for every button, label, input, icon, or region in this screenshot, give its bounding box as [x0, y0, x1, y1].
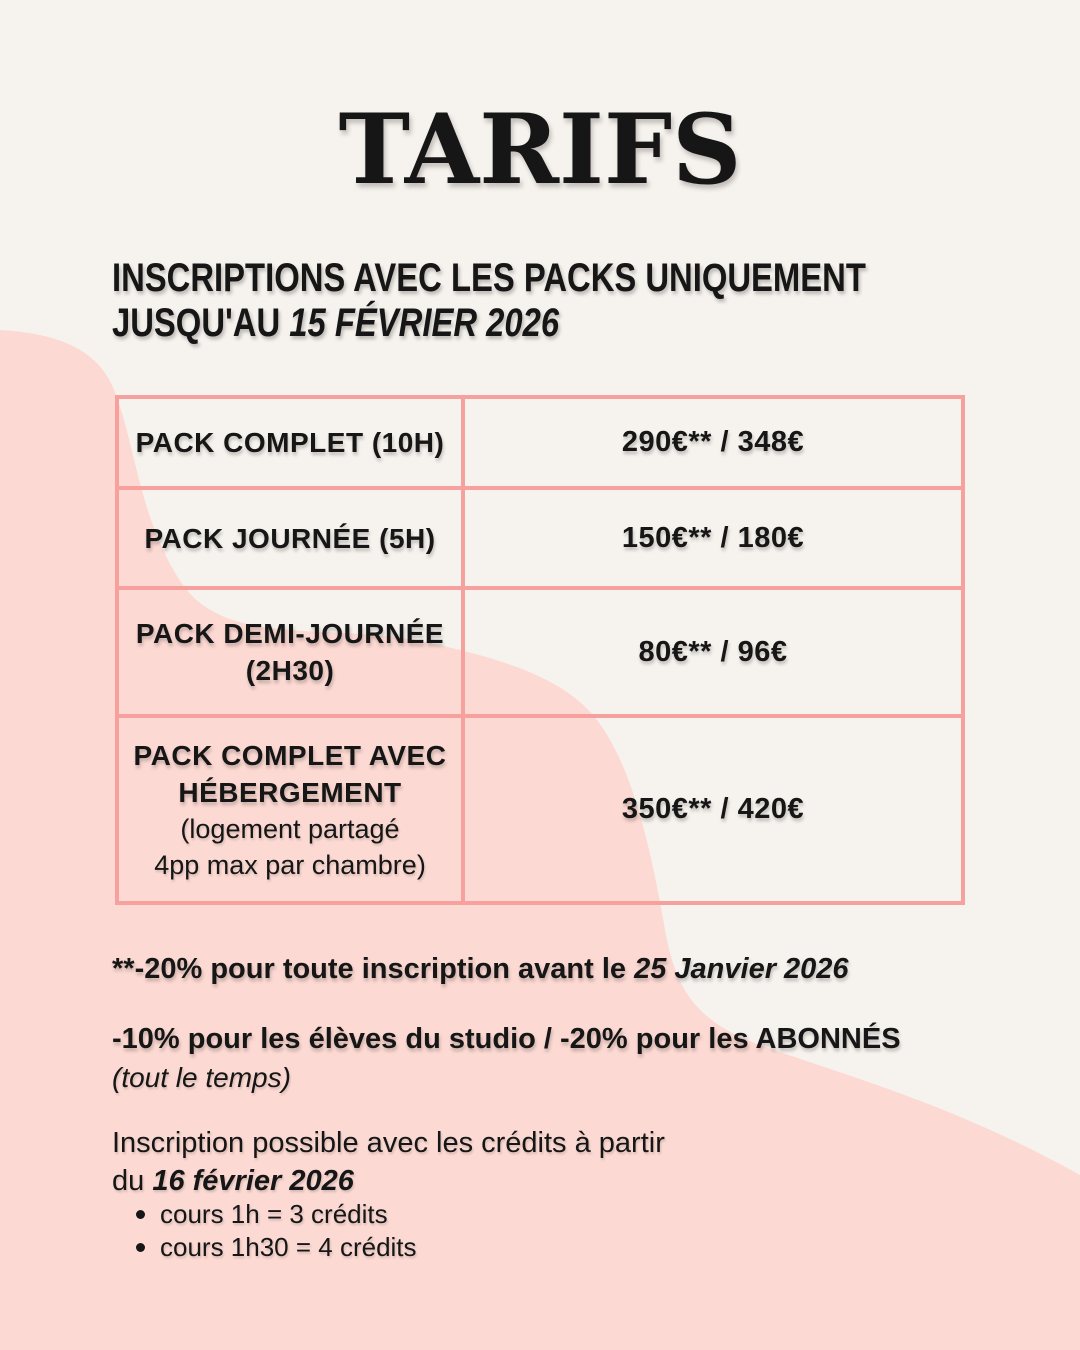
table-row — [119, 399, 961, 490]
pack-note: (logement partagé — [180, 813, 400, 844]
promo1-prefix: **-20% pour toute inscription avant le — [112, 953, 635, 985]
promo-always-note: (tout le temps) — [112, 1062, 291, 1093]
pack-label: PACK COMPLET (10H) — [135, 427, 445, 458]
pack-price: 150€** / 180€ — [621, 521, 805, 554]
pack-label-cell — [119, 399, 465, 486]
pack-label: HÉBERGEMENT — [178, 776, 402, 808]
bullet-dot-icon — [136, 1210, 145, 1219]
pricing-table — [115, 395, 965, 905]
pack-label: PACK COMPLET AVEC — [133, 739, 447, 771]
subtitle-line1: INSCRIPTIONS AVEC LES PACKS UNIQUEMENT — [112, 256, 866, 300]
credits-line2-date: 16 février 2026 — [152, 1165, 354, 1197]
table-row — [119, 590, 961, 718]
subtitle-line2-date: 15 FÉVRIER 2026 — [289, 301, 560, 345]
pack-note: 4pp max par chambre) — [154, 849, 426, 880]
pack-price: 350€** / 420€ — [621, 793, 805, 825]
pack-label-cell — [119, 718, 465, 901]
pack-label: PACK DEMI-JOURNÉE — [135, 618, 445, 649]
credits-note-line1: Inscription possible avec les crédits à partir — [112, 1127, 665, 1159]
promo1-date: 25 Janvier 2026 — [634, 953, 849, 985]
table-row — [119, 718, 961, 901]
subtitle-line2-prefix: JUSQU'AU — [112, 301, 290, 345]
pack-label: PACK JOURNÉE (5H) — [144, 522, 436, 554]
bullet-text: cours 1h = 3 crédits — [160, 1199, 388, 1229]
pack-label: (2H30) — [245, 655, 335, 686]
subtitle — [112, 256, 866, 346]
credits-note-line2 — [112, 1165, 354, 1198]
table-row — [119, 490, 961, 590]
credit-bullet-item — [136, 1232, 417, 1263]
promo-students-note: -10% pour les élèves du studio / -20% pour les ABONNÉS — [112, 1023, 901, 1055]
pack-label-cell — [119, 490, 465, 586]
promo-early-bird-note — [112, 953, 849, 986]
pack-price: 290€** / 348€ — [621, 426, 805, 458]
bullet-text: cours 1h30 = 4 crédits — [160, 1232, 417, 1262]
bullet-dot-icon — [136, 1243, 145, 1252]
credit-bullet-item — [136, 1199, 388, 1230]
credits-line2-prefix: du — [112, 1165, 153, 1197]
subtitle-line2 — [112, 301, 866, 346]
page-title: TARIFS — [338, 93, 742, 206]
pack-price: 80€** / 96€ — [638, 635, 788, 668]
pack-label-cell — [119, 590, 465, 714]
